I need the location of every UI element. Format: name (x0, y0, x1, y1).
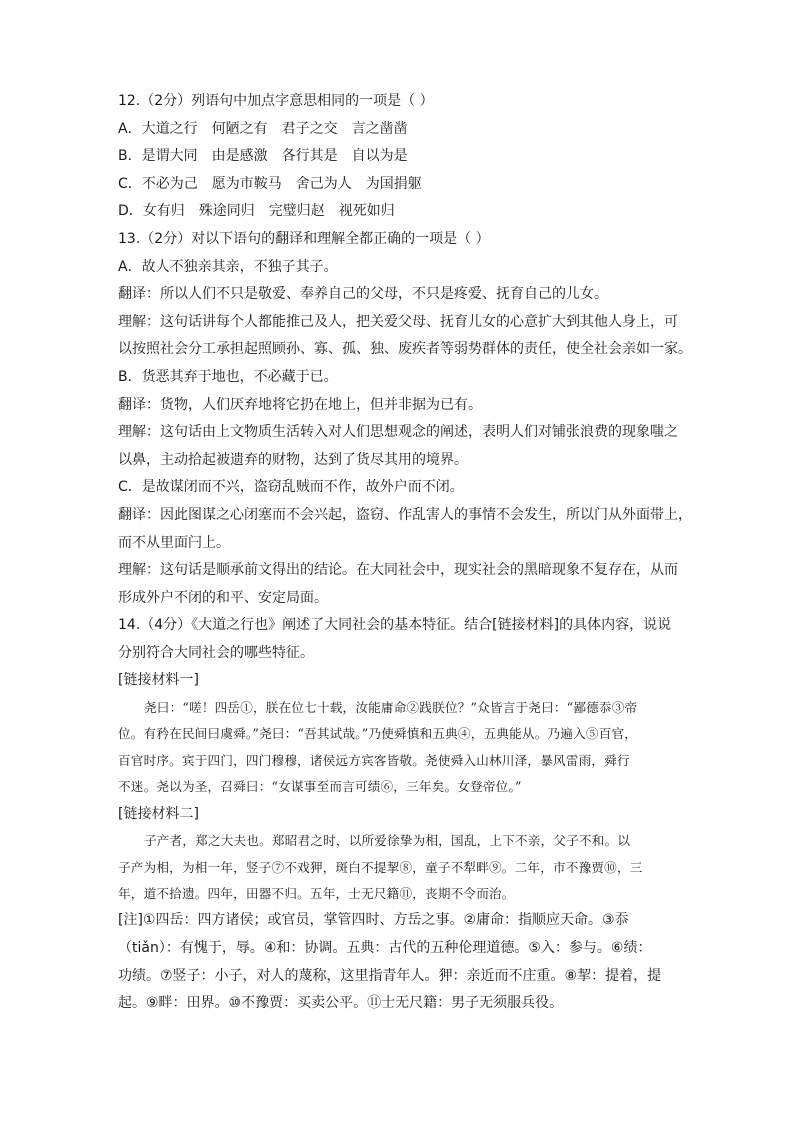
q13-b-understanding-line: 以鼻，主动拾起被遗弃的财物，达到了货尽其用的境界。 (118, 451, 468, 468)
q13-c-translation-line: 翻译：因此图谋之心闭塞而不会兴起，盗窃、作乱害人的事情不会发生，所以门从外面带上， (118, 506, 692, 523)
material-1-line: 百官时序。宾于四门，四门穆穆，诸侯远方宾客皆敬。尧使舜入山林川泽，暴风雷雨，舜行 (118, 752, 630, 768)
q13-option-c[interactable]: C．是故谋闭而不兴，盗窃乱贼而不作，故外户而不闭。 (118, 479, 464, 496)
material-1-line: 位。有矜在民间曰虞舜。”尧曰：“吾其试哉。”乃使舜慎和五典④，五典能从。乃遍入⑤百官， (118, 726, 638, 742)
option-item: 何陋之有 (211, 120, 268, 137)
q13-a-understanding-line: 以按照社会分工承担起照顾孙、寡、孤、独、废疾者等弱势群体的责任，使全社会亲如一家。 (118, 341, 692, 358)
option-item: 是谓大同 (141, 148, 198, 165)
notes-line: [注]①四岳：四方诸侯；或官员，掌管四时、方岳之事。②庸命：指顺应天命。③忝 (118, 912, 629, 929)
option-label: D． (118, 203, 143, 220)
q12-option-c[interactable] (118, 171, 688, 199)
q14-stem-line: 分别符合大同社会的哪些特征。 (118, 644, 314, 661)
option-item: 殊途同归 (198, 203, 255, 220)
exam-page (118, 88, 692, 1018)
option-item: 自以为是 (351, 148, 408, 165)
option-item: 各行其是 (281, 148, 338, 165)
option-item: 君子之交 (281, 120, 338, 137)
q13-option-a[interactable]: A．故人不独亲其亲，不独子其子。 (118, 258, 338, 275)
option-item: 愿为市鞍马 (211, 175, 282, 192)
material-1-title: [链接材料一] (118, 672, 199, 689)
q13-b-translation: 翻译：货物，人们厌弃地将它扔在地上，但并非据为已有。 (118, 396, 482, 413)
q13-a-translation: 翻译：所以人们不只是敬爱、奉养自己的父母，不只是疼爱、抚育自己的儿女。 (118, 286, 608, 303)
material-1-line: 尧曰：“嗟！四岳①，朕在位七十载，汝能庸命②践朕位？”众皆言于尧曰：“鄙德忝③帝 (144, 700, 638, 716)
notes-line: （tiǎn）：有愧于，辱。④和：协调。五典：古代的五种伦理道德。⑤入：参与。⑥绩： (118, 939, 652, 956)
q14-stem-line: 14.（4分）《大道之行也》阐述了大同社会的基本特征。结合[链接材料]的具体内容，说说 (118, 617, 672, 634)
option-item: 舍己为人 (295, 175, 352, 192)
material-2-line: 年，道不拾遗。四年，田器不归。五年，士无尺籍⑪，丧期不令而治。 (118, 886, 515, 901)
option-label: B． (118, 148, 142, 165)
option-item: 言之凿凿 (351, 120, 408, 137)
q13-c-understanding-line: 理解：这句话是顺承前文得出的结论。在大同社会中，现实社会的黑暗现象不复存在，从而 (118, 562, 678, 579)
q13-c-translation-line: 而不从里面闩上。 (118, 534, 230, 551)
q13-option-b[interactable]: B．货恶其弃于地也，不必藏于已。 (118, 368, 338, 385)
notes-line: 起。⑨畔：田界。⑩不豫贾：买卖公平。⑪士无尺籍：男子无须服兵役。 (118, 995, 564, 1012)
q13-a-understanding-line: 理解：这句话讲每个人都能推己及人，把关爱父母、抚育儿女的心意扩大到其他人身上，可 (118, 313, 678, 330)
option-item: 由是感激 (211, 148, 268, 165)
q13-b-understanding-line: 理解：这句话由上文物质生活转入对人们思想观念的阐述，表明人们对铺张浪费的现象嗤之 (118, 424, 678, 441)
q12-stem: 12.（2分）列语句中加点字意思相同的一项是（ ） (118, 93, 434, 109)
q12-option-a[interactable] (118, 116, 688, 144)
q13-stem: 13.（2分）对以下语句的翻译和理解全都正确的一项是（ ） (118, 230, 490, 247)
option-item: 视死如归 (338, 203, 395, 220)
q12-option-d[interactable] (118, 198, 688, 226)
option-item: 大道之行 (141, 120, 198, 137)
material-2-line: 子产为相，为相一年，竖子⑦不戏狎，斑白不提挈⑧，童子不犁畔⑨。二年，市不豫贾⑩，三 (118, 859, 643, 875)
option-item: 不必为己 (141, 175, 198, 192)
option-item: 女有归 (142, 203, 185, 220)
q13-c-understanding-line: 形成外户不闭的和平、安定局面。 (118, 589, 328, 606)
option-label: C． (118, 175, 142, 192)
material-1-line: 不迷。尧以为圣，召舜曰：“女谋事至而言可绩⑥，三年矣。女登帝位。” (118, 779, 522, 795)
material-2-line: 子产者，郑之大夫也。郑昭君之时，以所爱徐挚为相，国乱，上下不亲，父子不和。以 (144, 833, 631, 849)
q12-option-b[interactable] (118, 143, 688, 171)
notes-line: 功绩。⑦竖子：小子，对人的蔑称，这里指青年人。狎：亲近而不庄重。⑧挈：提着，提 (118, 967, 662, 984)
option-item: 为国捐躯 (365, 175, 422, 192)
option-label: A． (118, 120, 142, 137)
option-item: 完璧归赵 (268, 203, 325, 220)
material-2-title: [链接材料二] (118, 805, 199, 822)
